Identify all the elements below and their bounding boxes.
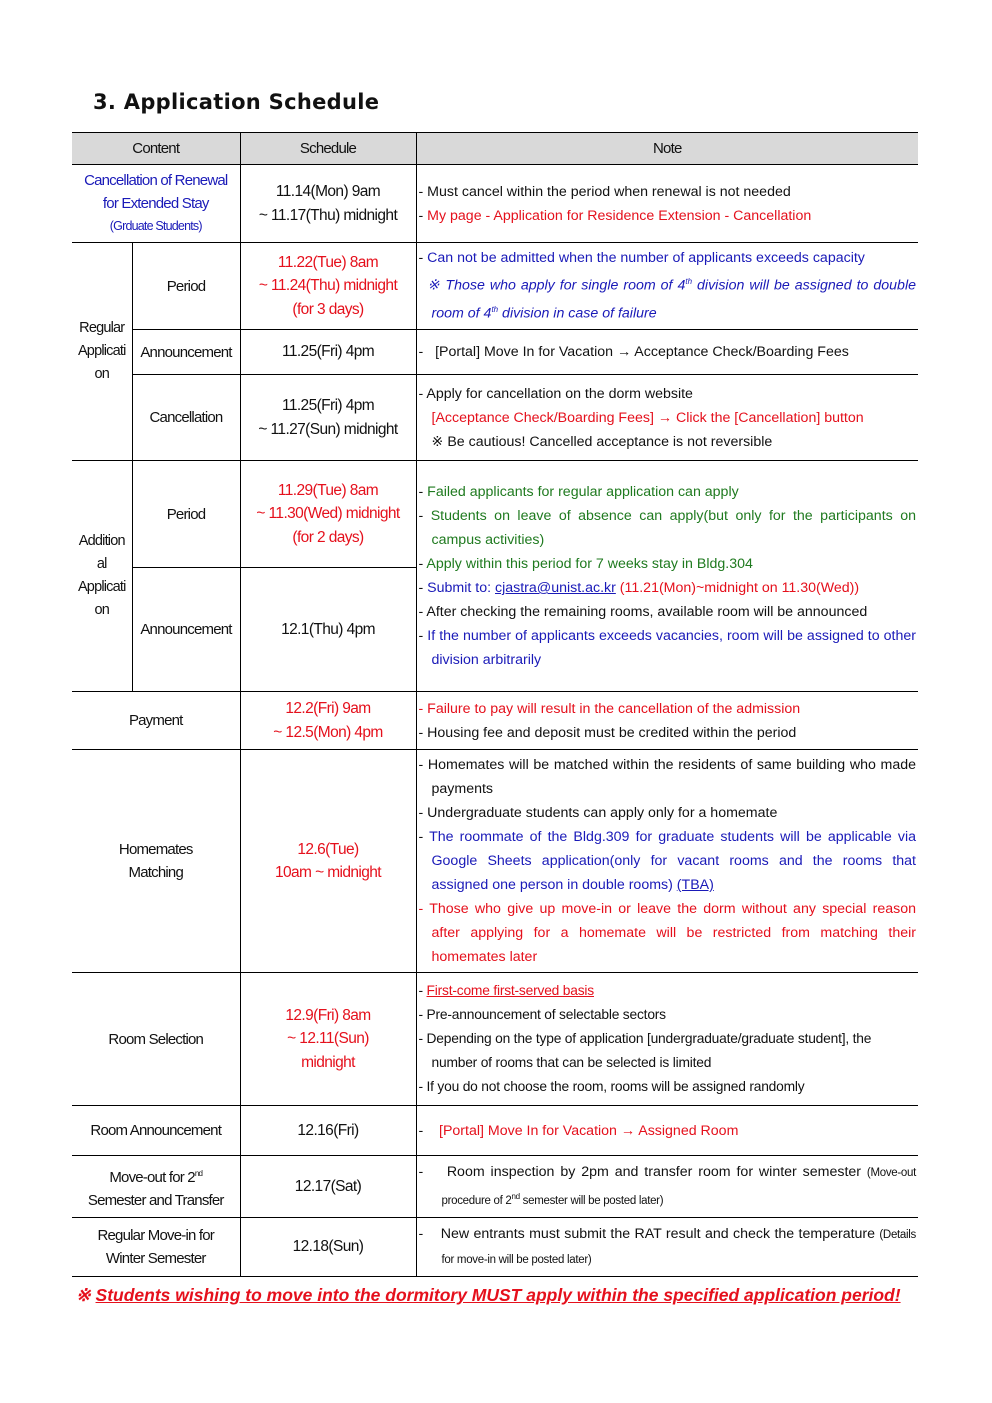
note-line: - Pre-announcement of selectable sectors	[418, 1007, 666, 1022]
note-line: - Submit to: cjastra@unist.ac.kr (11.21(Mon)~midnight on 11.30(Wed))	[418, 580, 860, 596]
schedule-cell: 12.16(Fri)	[240, 1106, 416, 1156]
content-cell	[72, 1218, 240, 1277]
table-row	[72, 330, 918, 375]
header-note: Note	[416, 133, 918, 165]
section-title: 3. Application Schedule	[93, 90, 380, 114]
table-row	[72, 750, 918, 973]
schedule-line: (for 3 days)	[292, 300, 364, 318]
note-line: ※ Be cautious! Cancelled acceptance is not reversible	[431, 433, 773, 450]
content-line: Homemates	[118, 841, 193, 858]
schedule-line: ~ 12.5(Mon) 4pm	[273, 723, 383, 741]
note-line: - My page - Application for Residence Extension - Cancellation	[418, 207, 812, 224]
schedule-line: ~ 11.17(Thu) midnight	[258, 206, 398, 224]
note-cell	[416, 461, 918, 692]
schedule-cell	[240, 692, 416, 750]
schedule-line: ~ 11.24(Thu) midnight	[258, 277, 398, 295]
table-row	[72, 165, 918, 243]
group-additional-application: Addition al Applicati on	[72, 461, 132, 692]
note-line: - Apply for cancellation on the dorm website	[418, 385, 693, 402]
table-row	[72, 375, 918, 461]
schedule-cell: 12.1(Thu) 4pm	[240, 568, 416, 692]
schedule-line: 11.22(Tue) 8am	[277, 253, 379, 271]
sub-label: Period	[132, 461, 240, 568]
table-row	[72, 461, 918, 568]
schedule-cell	[240, 165, 416, 243]
sub-label: Announcement	[132, 330, 240, 375]
email-link[interactable]: cjastra@unist.ac.kr	[495, 580, 616, 596]
note-line: - Depending on the type of application [undergraduate/graduate student], the number of rooms that can be selected is limited	[418, 1031, 872, 1070]
schedule-line: ~ 11.30(Wed) midnight	[256, 505, 400, 523]
note-line: - Those who give up move-in or leave the dorm without any special reason after applying for a homemate will be restricted from matching their homemates later	[418, 901, 916, 965]
schedule-line: 10am ~ midnight	[274, 864, 382, 881]
footer-text: Students wishing to move into the dormitory MUST apply within the specified application period!	[95, 1285, 901, 1305]
note-line: - Students on leave of absence can apply(but only for the participants on campus activities)	[418, 508, 916, 548]
schedule-line: (for 2 days)	[292, 528, 364, 546]
schedule-cell: 12.18(Sun)	[240, 1218, 416, 1277]
content-line: Regular Move-in for	[97, 1227, 215, 1244]
schedule-line: 11.14(Mon) 9am	[275, 183, 381, 200]
group-regular-application: Regular Applicati on	[72, 243, 132, 461]
schedule-line: midnight	[301, 1053, 355, 1071]
note-line: - Homemates will be matched within the residents of same building who made payments	[418, 757, 917, 797]
tba-label: (TBA)	[676, 877, 714, 893]
note-cell	[416, 692, 918, 750]
schedule-line: 12.2(Fri) 9am	[285, 700, 371, 717]
note-cell	[416, 375, 918, 461]
table-row	[72, 692, 918, 750]
table-row	[72, 1156, 918, 1218]
schedule-line: ~ 12.11(Sun)	[287, 1030, 369, 1048]
note-line: - Must cancel within the period when renewal is not needed	[418, 183, 791, 200]
content-line: for Extended Stay	[102, 195, 209, 212]
note-line: - Housing fee and deposit must be credited within the period	[418, 724, 797, 741]
note-line: - Apply within this period for 7 weeks stay in Bldg.304	[418, 556, 753, 572]
content-cell	[72, 165, 240, 243]
schedule-cell: 12.17(Sat)	[240, 1156, 416, 1218]
note-line: ※ Those who apply for single room of 4th division will be assigned to double room of 4th division in case of failure	[427, 277, 916, 322]
note-cell	[416, 165, 918, 243]
content-line: Semester and Transfer	[87, 1191, 224, 1209]
content-cell: Room Selection	[72, 973, 240, 1106]
table-row	[72, 1106, 918, 1156]
note-line: - Undergraduate students can apply only for a homemate	[418, 805, 778, 821]
schedule-line: 11.29(Tue) 8am	[277, 481, 379, 499]
sub-label: Cancellation	[132, 375, 240, 461]
schedule-cell	[240, 750, 416, 973]
note-line: - Can not be admitted when the number of applicants exceeds capacity	[418, 250, 865, 267]
schedule-table	[72, 132, 918, 1277]
note-line: - If you do not choose the room, rooms will be assigned randomly	[418, 1079, 805, 1094]
content-line: (Grduate Students)	[109, 219, 202, 233]
note-line: - [Portal] Move In for Vacation → Assigned Room	[418, 1122, 739, 1139]
content-line: Matching	[128, 864, 183, 881]
table-row	[72, 1218, 918, 1277]
content-cell	[72, 1156, 240, 1218]
note-line: - The roommate of the Bldg.309 for graduate students will be applicable via Google Sheets application(only for vacant rooms and the rooms that assigned one person in double rooms) (TBA)	[418, 829, 916, 893]
note-cell	[416, 1218, 918, 1277]
content-line: Cancellation of Renewal	[84, 172, 228, 189]
content-line: Winter Semester	[105, 1250, 206, 1267]
content-cell: Room Announcement	[72, 1106, 240, 1156]
sub-label: Period	[132, 243, 240, 330]
note-cell	[416, 1156, 918, 1218]
schedule-cell	[240, 243, 416, 330]
note-cell	[416, 973, 918, 1106]
schedule-cell	[240, 973, 416, 1106]
note-cell	[416, 750, 918, 973]
note-cell	[416, 330, 918, 375]
schedule-cell	[240, 461, 416, 568]
note-line: - Failure to pay will result in the cancellation of the admission	[418, 700, 801, 717]
schedule-line: 12.6(Tue)	[297, 840, 359, 858]
note-cell	[416, 243, 918, 330]
header-schedule: Schedule	[240, 133, 416, 165]
note-line: - New entrants must submit the RAT result and check the temperature (Details for move-in will be posted later)	[418, 1226, 916, 1266]
note-cell	[416, 1106, 918, 1156]
note-line: - Failed applicants for regular application can apply	[418, 484, 739, 500]
note-line: - [Portal] Move In for Vacation → Acceptance Check/Boarding Fees	[418, 344, 849, 360]
note-line: - After checking the remaining rooms, available room will be announced	[418, 604, 868, 620]
content-line: Move-out for 2nd	[109, 1168, 203, 1186]
schedule-line: 12.9(Fri) 8am	[285, 1006, 371, 1024]
schedule-cell	[240, 375, 416, 461]
schedule-line: ~ 11.27(Sun) midnight	[258, 420, 398, 438]
header-content: Content	[72, 133, 240, 165]
note-line: - First-come first-served basis	[418, 983, 594, 998]
schedule-line: 11.25(Fri) 4pm	[281, 397, 375, 414]
table-row	[72, 243, 918, 330]
note-line: [Acceptance Check/Boarding Fees] → Click the [Cancellation] button	[431, 409, 864, 426]
table-row	[72, 973, 918, 1106]
footer-warning	[76, 1285, 901, 1306]
note-line: - If the number of applicants exceeds vacancies, room will be assigned to other division arbitrarily	[418, 628, 916, 668]
table-header-row	[72, 133, 918, 165]
schedule-cell: 11.25(Fri) 4pm	[240, 330, 416, 375]
content-cell: Payment	[72, 692, 240, 750]
sub-label: Announcement	[132, 568, 240, 692]
content-cell	[72, 750, 240, 973]
note-line: - Room inspection by 2pm and transfer room for winter semester (Move-out procedure of 2nd semester will be posted later)	[418, 1164, 916, 1207]
reference-mark-icon: ※	[76, 1285, 96, 1305]
